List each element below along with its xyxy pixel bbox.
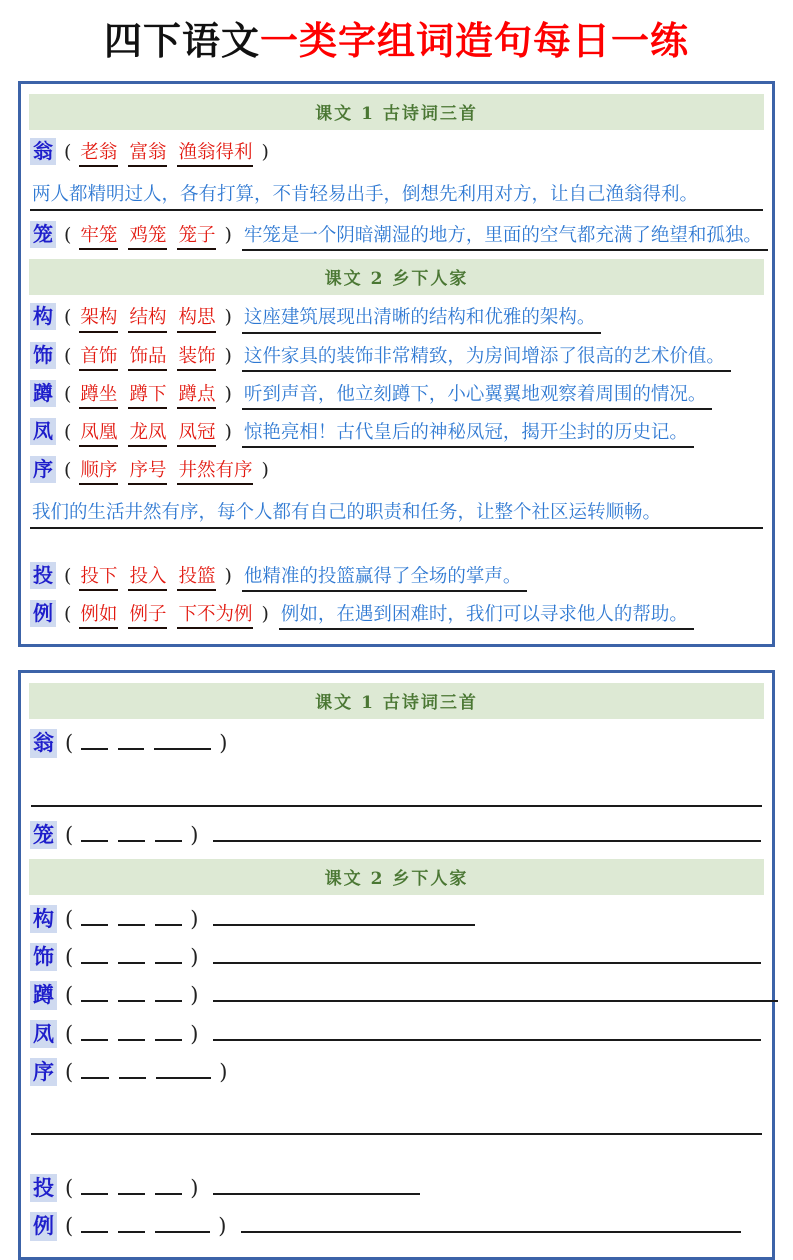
paren-close: ) <box>190 822 199 847</box>
blank-slot <box>81 823 108 842</box>
word-item: 富翁 <box>128 141 167 167</box>
blank-slot <box>118 1022 145 1041</box>
word-item: 蹲下 <box>128 383 167 409</box>
word-item: 牢笼 <box>79 224 118 250</box>
example-sentence: 惊艳亮相！古代皇后的神秘凤冠，揭开尘封的历史记。 <box>242 421 694 448</box>
answer-line <box>213 1176 420 1195</box>
target-char: 翁 <box>30 729 57 757</box>
paren-open: ( <box>65 822 74 847</box>
practice-row <box>30 943 763 971</box>
paren-open: ( <box>65 945 74 970</box>
paren-open: ( <box>64 224 72 247</box>
blank-slot <box>118 1214 145 1233</box>
example-sentence: 这件家具的装饰非常精致，为房间增添了很高的艺术价值。 <box>242 345 731 372</box>
paren-open: ( <box>64 565 72 588</box>
spacer <box>28 768 765 783</box>
word-item: 凤凰 <box>79 421 118 447</box>
answer-line <box>213 983 778 1002</box>
blank-slot <box>81 983 108 1002</box>
answer-line <box>213 907 475 926</box>
paren-open: ( <box>65 1176 74 1201</box>
target-char: 序 <box>30 456 56 483</box>
paren-close: ) <box>190 906 199 931</box>
blank-slot <box>81 1176 108 1195</box>
word-item: 例子 <box>128 603 167 629</box>
blank-slot <box>155 1214 210 1233</box>
practice-row <box>30 1058 763 1086</box>
target-char: 饰 <box>30 943 57 971</box>
paren-close: ) <box>190 1021 199 1046</box>
practice-row <box>30 1174 763 1202</box>
answer-line <box>241 1214 741 1233</box>
blank-slot <box>81 1060 109 1079</box>
practice-row <box>30 1020 763 1048</box>
blank-slot <box>81 731 108 750</box>
example-sentence: 我们的生活井然有序，每个人都有自己的职责和任务，让整个社区运转顺畅。 <box>30 501 763 529</box>
target-char: 构 <box>30 905 57 933</box>
entry-row <box>30 600 763 630</box>
word-item: 老翁 <box>79 141 118 167</box>
practice-row <box>30 905 763 933</box>
paren-open: ( <box>64 458 72 481</box>
blank-slot <box>81 907 108 926</box>
word-item: 下不为例 <box>177 603 253 629</box>
target-char: 蹲 <box>30 380 56 407</box>
example-sentence: 例如，在遇到困难时，我们可以寻求他人的帮助。 <box>279 603 694 630</box>
paren-open: ( <box>64 141 72 163</box>
entry-row <box>30 303 763 333</box>
example-sentence: 两人都精明过人，各有打算，不肯轻易出手，倒想先利用对方，让自己渔翁得利。 <box>30 183 763 211</box>
paren-open: ( <box>65 731 74 756</box>
target-char: 凤 <box>30 1020 57 1048</box>
blank-slot <box>118 731 144 750</box>
worksheet-title-topic: 一类字组词造句每日一练 <box>260 19 690 63</box>
blank-slot <box>155 945 182 964</box>
target-char: 构 <box>30 303 56 330</box>
paren-close: ) <box>190 1176 199 1201</box>
paren-close: ) <box>219 731 228 756</box>
word-item: 投入 <box>128 565 167 591</box>
blank-slot <box>155 983 182 1002</box>
section-header: 课文 1 古诗词三首 <box>29 683 764 719</box>
practice-row <box>30 981 763 1009</box>
paren-close: ) <box>224 224 232 247</box>
section-header: 课文 2 乡下人家 <box>29 859 764 895</box>
worksheet-title-grade: 四下语文 <box>103 19 260 63</box>
paren-open: ( <box>64 382 72 405</box>
practice-row <box>30 821 763 849</box>
paren-open: ( <box>65 1021 74 1046</box>
blank-slot <box>81 1022 108 1041</box>
blank-slot <box>118 983 145 1002</box>
paren-open: ( <box>65 983 74 1008</box>
paren-close: ) <box>219 1059 228 1084</box>
blank-slot <box>81 945 108 964</box>
target-char: 例 <box>30 1212 57 1240</box>
word-item: 例如 <box>79 603 118 629</box>
example-sentence: 他精准的投篮赢得了全场的掌声。 <box>242 565 528 592</box>
example-sentence: 听到声音，他立刻蹲下，小心翼翼地观察着周围的情况。 <box>242 383 713 410</box>
blank-slot <box>118 945 145 964</box>
word-item: 蹲点 <box>177 383 216 409</box>
example-sentence: 这座建筑展现出清晰的结构和优雅的架构。 <box>242 306 602 333</box>
paren-open: ( <box>65 1059 74 1084</box>
entry-row <box>30 418 763 448</box>
entry-row <box>30 562 763 592</box>
word-item: 首饰 <box>79 345 118 371</box>
blank-slot <box>154 731 211 750</box>
practice-box <box>18 670 775 1259</box>
word-item: 装饰 <box>177 345 216 371</box>
word-item: 凤冠 <box>177 421 216 447</box>
section-header: 课文 1 古诗词三首 <box>29 94 764 130</box>
paren-open: ( <box>65 906 74 931</box>
word-item: 渔翁得利 <box>177 141 253 167</box>
paren-open: ( <box>65 1214 74 1239</box>
entry-row <box>30 221 763 251</box>
paren-close: ) <box>224 344 232 367</box>
blank-slot <box>118 907 145 926</box>
word-item: 饰品 <box>128 345 167 371</box>
entry-row <box>30 138 763 167</box>
word-item: 结构 <box>128 306 167 332</box>
word-item: 龙凤 <box>128 421 167 447</box>
word-item: 序号 <box>128 459 167 485</box>
paren-open: ( <box>64 603 72 626</box>
worksheet-title <box>0 16 793 66</box>
spacer <box>28 1149 765 1164</box>
word-item: 笼子 <box>177 224 216 250</box>
answer-box <box>18 81 775 647</box>
blank-slot <box>118 1176 145 1195</box>
target-char: 翁 <box>30 138 56 165</box>
spacer <box>28 539 765 554</box>
word-item: 顺序 <box>79 459 118 485</box>
blank-slot <box>119 1060 146 1079</box>
target-char: 投 <box>30 1174 57 1202</box>
target-char: 笼 <box>30 821 57 849</box>
paren-close: ) <box>224 565 232 588</box>
entry-row <box>30 342 763 372</box>
paren-close: ) <box>261 458 269 481</box>
entry-row <box>30 456 763 485</box>
blank-slot <box>156 1060 211 1079</box>
word-item: 架构 <box>79 306 118 332</box>
paren-close: ) <box>190 983 199 1008</box>
answer-line <box>31 803 762 807</box>
target-char: 笼 <box>30 221 56 248</box>
paren-open: ( <box>64 420 72 443</box>
target-char: 例 <box>30 600 56 627</box>
word-item: 投下 <box>79 565 118 591</box>
word-item: 鸡笼 <box>128 224 167 250</box>
target-char: 凤 <box>30 418 56 445</box>
word-item: 构思 <box>177 306 216 332</box>
spacer <box>28 1096 765 1111</box>
target-char: 饰 <box>30 342 56 369</box>
example-sentence: 牢笼是一个阴暗潮湿的地方，里面的空气都充满了绝望和孤独。 <box>242 224 768 251</box>
blank-slot <box>81 1214 108 1233</box>
entry-row <box>30 380 763 410</box>
target-char: 投 <box>30 562 56 589</box>
paren-close: ) <box>190 945 199 970</box>
answer-line <box>213 1022 761 1041</box>
word-item: 蹲坐 <box>79 383 118 409</box>
paren-close: ) <box>261 141 269 163</box>
paren-close: ) <box>218 1214 227 1239</box>
blank-slot <box>155 1176 182 1195</box>
blank-slot <box>118 823 145 842</box>
blank-slot <box>155 1022 182 1041</box>
blank-slot <box>155 823 182 842</box>
target-char: 蹲 <box>30 981 57 1009</box>
paren-close: ) <box>261 603 269 626</box>
paren-open: ( <box>64 344 72 367</box>
paren-close: ) <box>224 382 232 405</box>
answer-line <box>213 823 761 842</box>
paren-close: ) <box>224 306 232 329</box>
paren-open: ( <box>64 306 72 329</box>
practice-row <box>30 729 763 757</box>
section-header: 课文 2 乡下人家 <box>29 259 764 295</box>
word-item: 投篮 <box>177 565 216 591</box>
answer-line <box>31 1131 762 1135</box>
practice-row <box>30 1212 763 1240</box>
blank-slot <box>155 907 182 926</box>
word-item: 井然有序 <box>177 459 253 485</box>
answer-line <box>213 945 761 964</box>
target-char: 序 <box>30 1058 57 1086</box>
paren-close: ) <box>224 420 232 443</box>
